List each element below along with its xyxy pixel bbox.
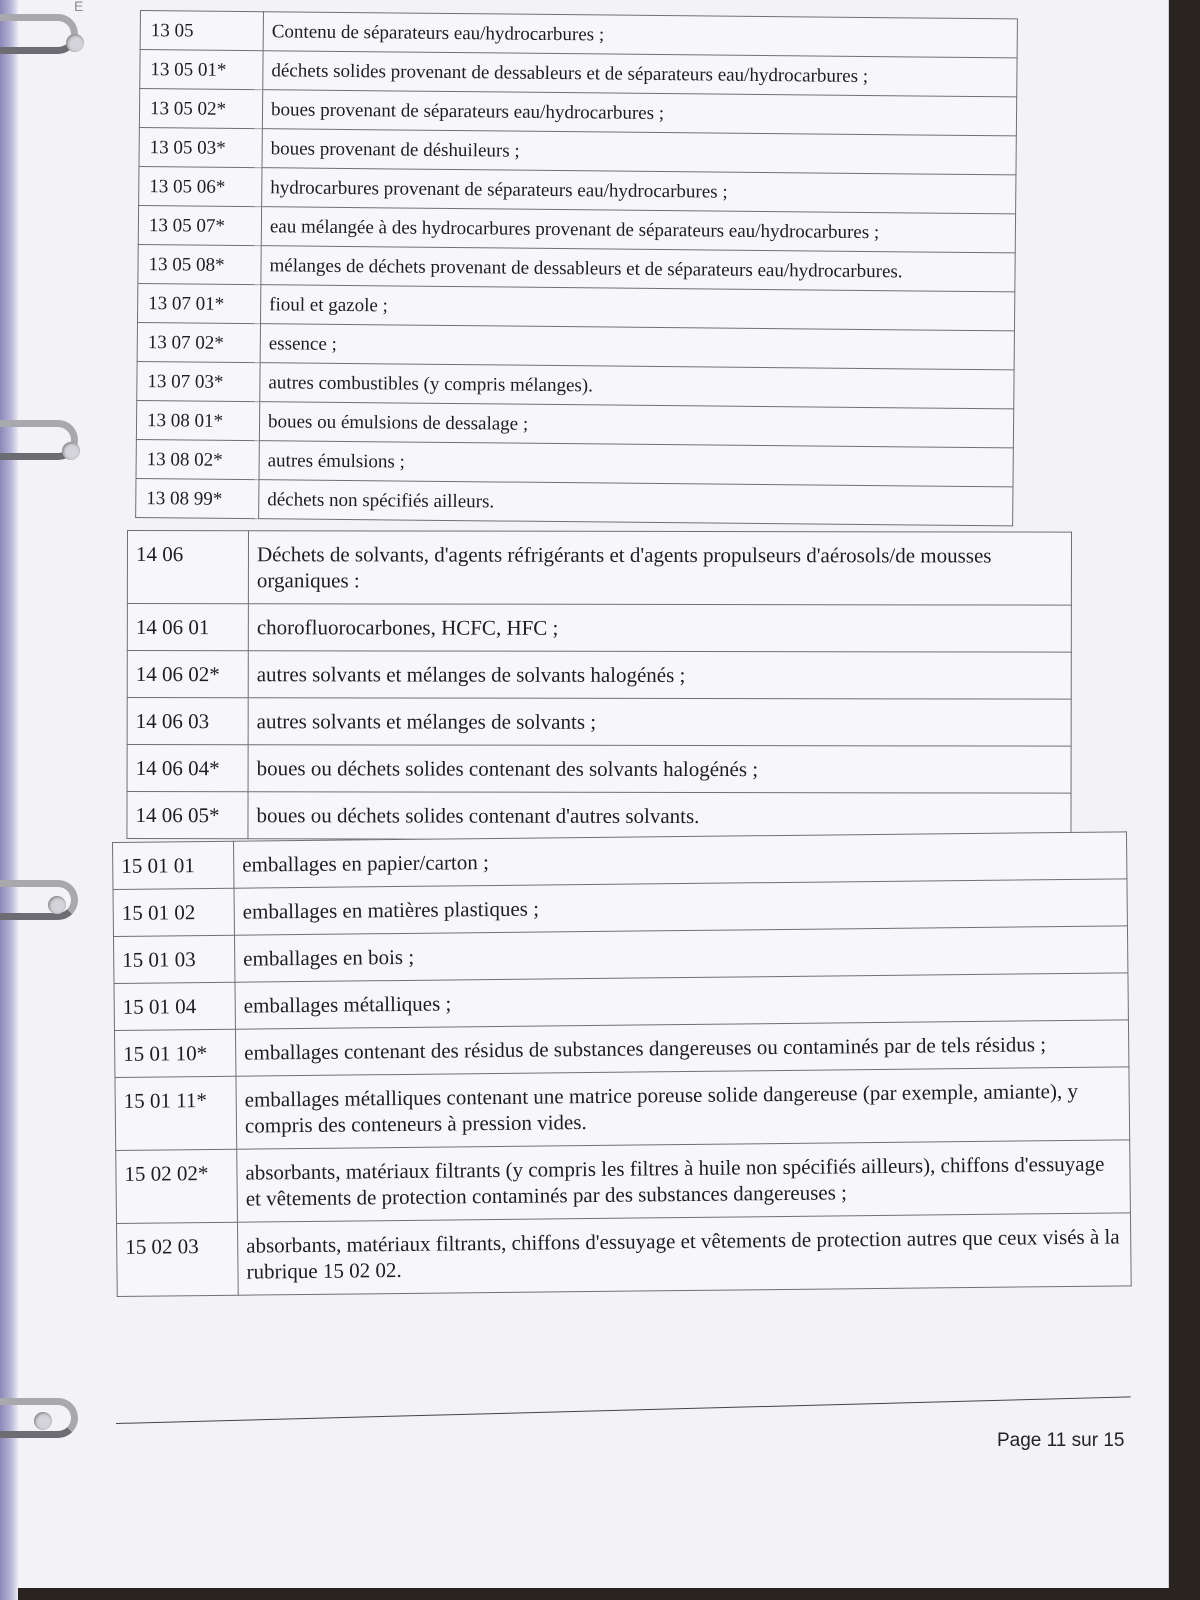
table-row — [127, 698, 1071, 747]
footer-rule — [116, 1396, 1131, 1424]
waste-code: 13 08 99* — [136, 478, 259, 518]
waste-code: 15 01 10* — [114, 1029, 235, 1077]
waste-code: 15 01 04 — [114, 982, 235, 1030]
punch-hole — [48, 896, 66, 914]
waste-code: 13 05 07* — [138, 205, 261, 245]
table-row — [115, 1067, 1130, 1151]
waste-code-table-13 — [135, 10, 1018, 526]
waste-description: boues provenant de séparateurs eau/hydrocarbures ; — [262, 90, 1016, 136]
waste-description: boues ou déchets solides contenant d'autres solvants. — [248, 792, 1071, 840]
waste-code: 14 06 04* — [127, 745, 248, 792]
waste-code: 13 05 03* — [139, 127, 262, 167]
waste-code: 15 01 03 — [113, 935, 234, 983]
waste-code: 15 01 01 — [113, 841, 234, 889]
waste-description: déchets non spécifiés ailleurs. — [259, 480, 1013, 526]
waste-description: essence ; — [260, 324, 1014, 370]
binder-ring-icon — [0, 14, 78, 54]
table-row — [127, 531, 1071, 606]
punch-hole — [62, 442, 80, 460]
waste-code: 13 05 08* — [138, 244, 261, 284]
waste-description: absorbants, matériaux filtrants (y compris les filtres à huile non spécifiés ailleurs), chiffons d'essuyage et vêtements de protection contaminés par des substances dangereuses ; — [237, 1140, 1131, 1222]
waste-code: 13 05 02* — [139, 89, 262, 129]
waste-code: 13 07 02* — [137, 322, 260, 362]
waste-description: autres combustibles (y compris mélanges). — [260, 363, 1014, 409]
waste-description: Déchets de solvants, d'agents réfrigérants et d'agents propulseurs d'aérosols/de mousses organiques : — [248, 531, 1071, 605]
waste-code: 14 06 05* — [127, 792, 248, 839]
waste-description: mélanges de déchets provenant de dessableurs et de séparateurs eau/hydrocarbures. — [261, 246, 1015, 292]
waste-description: absorbants, matériaux filtrants, chiffons d'essuyage et vêtements de protection autres que ceux visés à la rubrique 15 02 02. — [237, 1213, 1131, 1295]
binder-edge — [0, 0, 18, 1600]
binder-ring-icon — [0, 880, 78, 920]
page-number: Page 11 sur 15 — [997, 1430, 1125, 1451]
waste-description: boues ou émulsions de dessalage ; — [259, 402, 1013, 448]
table-row — [116, 1140, 1131, 1224]
waste-code: 13 05 06* — [139, 166, 262, 206]
waste-code: 15 01 11* — [115, 1076, 237, 1150]
waste-description: emballages métalliques contenant une matrice poreuse solide dangereuse (par exemple, amiante), y compris des conteneurs à pression vides. — [236, 1067, 1130, 1149]
waste-description: autres solvants et mélanges de solvants ; — [248, 698, 1071, 746]
waste-code: 13 07 01* — [138, 283, 261, 323]
waste-description: boues ou déchets solides contenant des solvants halogénés ; — [248, 745, 1071, 793]
waste-description: emballages métalliques ; — [235, 973, 1128, 1029]
waste-description: déchets solides provenant de dessableurs et de séparateurs eau/hydrocarbures ; — [263, 51, 1017, 97]
waste-description: chorofluorocarbones, HCFC, HFC ; — [248, 604, 1071, 652]
corner-mark: E — [74, 0, 84, 14]
waste-description: boues provenant de déshuileurs ; — [262, 129, 1016, 175]
punch-hole — [66, 34, 84, 52]
waste-description: eau mélangée à des hydrocarbures provenant de séparateurs eau/hydrocarbures ; — [261, 207, 1015, 253]
waste-code: 13 08 01* — [136, 400, 259, 440]
waste-description: autres solvants et mélanges de solvants halogénés ; — [248, 651, 1071, 699]
table-row — [136, 478, 1013, 525]
punch-hole — [34, 1412, 52, 1430]
waste-code: 13 08 02* — [136, 439, 259, 479]
waste-code: 14 06 02* — [127, 651, 248, 698]
waste-code: 14 06 — [127, 531, 248, 604]
table-row — [127, 745, 1071, 794]
waste-code: 15 01 02 — [113, 888, 234, 936]
waste-code-table-15 — [112, 831, 1132, 1297]
waste-code: 13 05 — [140, 11, 263, 51]
table-row — [127, 651, 1071, 700]
waste-code-table-14 — [126, 530, 1072, 841]
waste-code: 15 02 02* — [116, 1149, 238, 1223]
waste-code: 15 02 03 — [116, 1222, 238, 1296]
waste-description: emballages en matières plastiques ; — [234, 879, 1127, 935]
waste-code: 13 05 01* — [140, 50, 263, 90]
waste-description: hydrocarbures provenant de séparateurs eau/hydrocarbures ; — [262, 168, 1016, 214]
waste-description: emballages contenant des résidus de substances dangereuses ou contaminés par de tels résidus ; — [235, 1020, 1128, 1076]
waste-code: 14 06 01 — [127, 604, 248, 651]
waste-description: Contenu de séparateurs eau/hydrocarbures ; — [263, 12, 1017, 58]
waste-code: 13 07 03* — [137, 361, 260, 401]
table-row — [127, 604, 1071, 653]
table-row — [116, 1213, 1131, 1297]
waste-code: 14 06 03 — [127, 698, 248, 745]
waste-description: emballages en bois ; — [234, 926, 1127, 982]
waste-description: autres émulsions ; — [259, 441, 1013, 487]
waste-description: fioul et gazole ; — [260, 285, 1014, 331]
waste-description: emballages en papier/carton ; — [233, 832, 1126, 888]
